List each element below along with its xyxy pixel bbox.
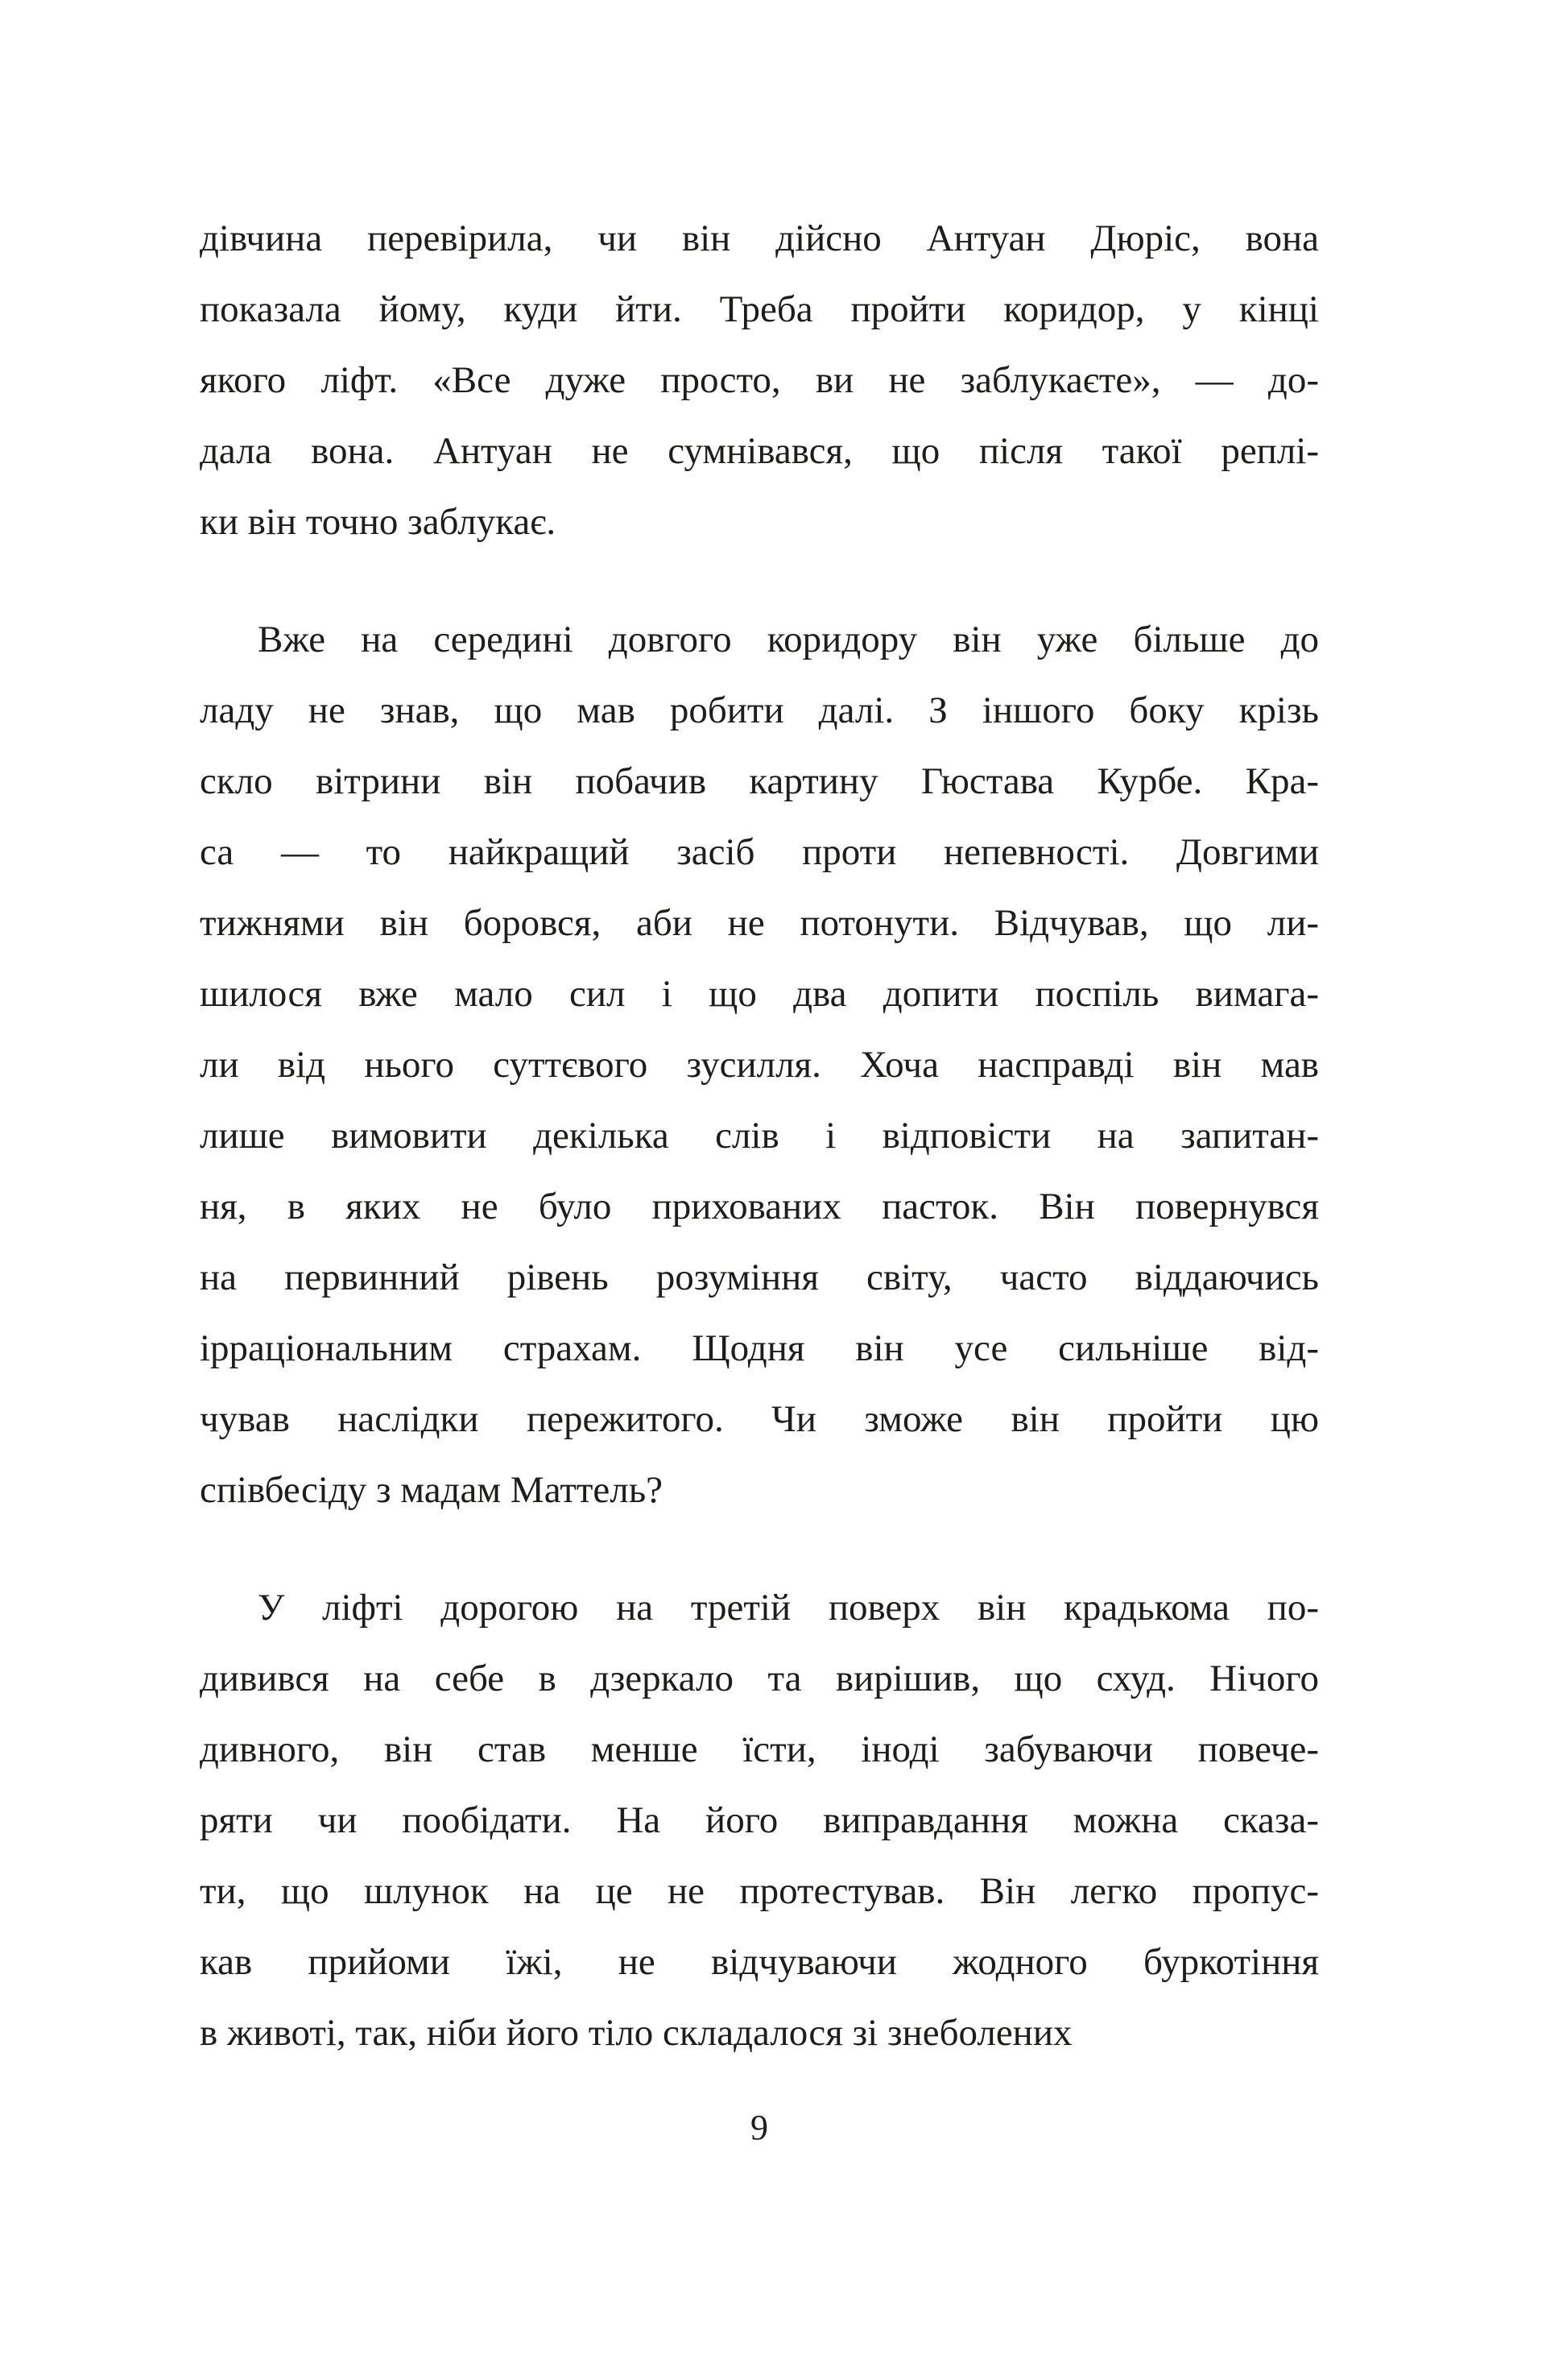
text-line: на первинний рівень розуміння світу, часто віддаючись [200,1256,1319,1298]
page-text [200,203,1319,2068]
paragraph [200,1572,1319,2068]
text-line: са — то найкращий засіб проти непевності. Довгими [200,831,1319,873]
page-number: 9 [750,2108,768,2147]
text-line: кав прийоми їжі, не відчуваючи жодного буркотіння [200,1941,1319,1983]
text-line: співбесіду з мадам Маттель? [200,1469,663,1511]
text-line: ірраціональним страхам. Щодня він усе сильніше від- [200,1327,1319,1369]
text-line: лише вимовити декілька слів і відповісти на запитан- [200,1115,1319,1157]
text-line: в животі, так, ніби його тіло складалося зі знеболених [200,2012,1073,2054]
text-line: дивного, він став менше їсти, іноді забуваючи повече- [200,1728,1319,1770]
paragraph [200,604,1319,1525]
text-line: шилося вже мало сил і що два допити поспіль вимага- [200,973,1319,1015]
text-line: ти, що шлунок на це не протестував. Він легко пропус- [200,1870,1319,1912]
paragraph [200,203,1319,557]
text-line: якого ліфт. «Все дуже просто, ви не заблукаєте», — до- [200,359,1319,401]
text-line: ладу не знав, що мав робити далі. З іншого боку крізь [200,689,1319,731]
text-line: чував наслідки пережитого. Чи зможе він пройти цю [200,1398,1319,1440]
text-line: тижнями він боровся, аби не потонути. Відчував, що ли- [200,902,1319,944]
text-line: ли від нього суттєвого зусилля. Хоча насправді він мав [200,1044,1319,1086]
text-line: дала вона. Антуан не сумнівався, що після такої реплі- [200,430,1319,472]
text-line: ня, в яких не було прихованих пасток. Він повернувся [200,1186,1319,1227]
text-line: ряти чи пообідати. На його виправдання можна сказа- [200,1799,1319,1841]
text-line: дівчина перевірила, чи він дійсно Антуан Дюріс, вона [200,217,1319,259]
text-line: скло вітрини він побачив картину Гюстава Курбе. Кра- [200,760,1319,802]
text-line: Вже на середині довгого коридору він уже більше до [258,619,1319,660]
text-line: ки він точно заблукає. [200,501,556,543]
text-line: дивився на себе в дзеркало та вирішив, що схуд. Нічого [200,1658,1319,1699]
text-line: показала йому, куди йти. Треба пройти коридор, у кінці [200,288,1319,330]
text-line: У ліфті дорогою на третій поверх він крадькома по- [258,1587,1319,1629]
